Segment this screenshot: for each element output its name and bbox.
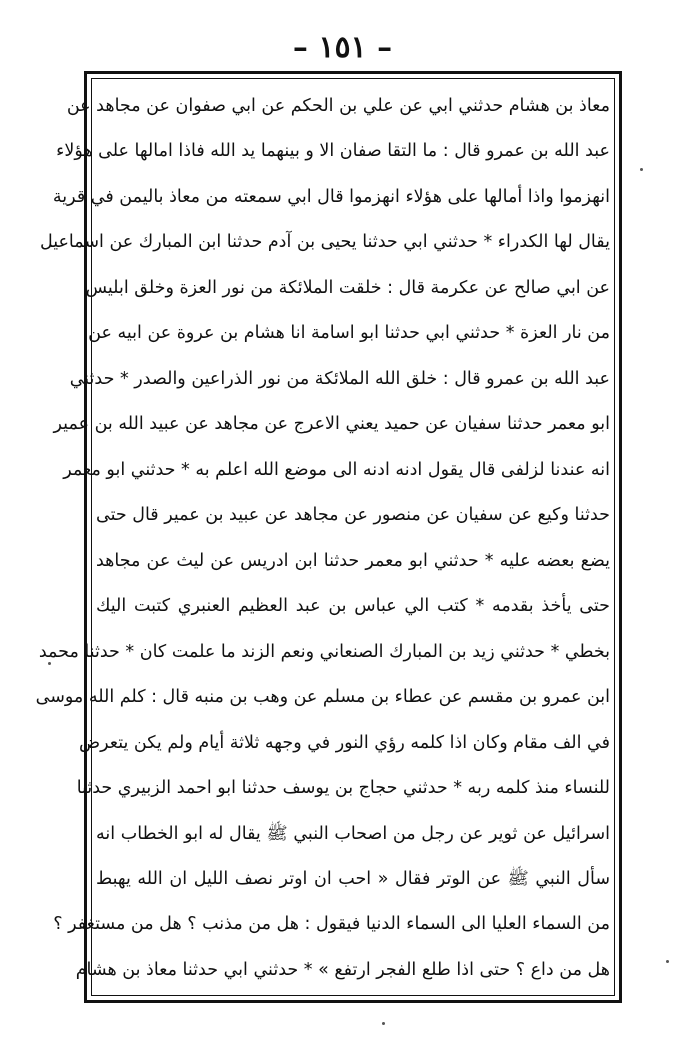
text-line: ابو معمر حدثنا سفيان عن حميد يعني الاعرج عن مجاهد عن عبيد الله بن عمير (53, 414, 610, 435)
page-number: – ١٥١ – (292, 30, 393, 65)
text-line: انهزموا واذا أمالها على هؤلاء انهزموا قال ابي سمعته من معاذ باليمن في قرية (52, 186, 610, 207)
text-line: في الف مقام وكان اذا كلمه رؤي النور في وجهه ثلاثة أيام ولم يكن يتعرض (78, 732, 610, 753)
scan-speck (382, 1022, 385, 1025)
text-line: حتى يأخذ بقدمه * كتب الي عباس بن عبد العظيم العنبري كتبت اليك (96, 596, 610, 617)
text-line: ابن عمرو بن مقسم عن عطاء بن مسلم عن وهب بن منبه قال : كلم الله موسى (35, 687, 610, 708)
text-line: اسرائيل عن ثوير عن رجل من اصحاب النبي ﷺ يقال له ابو الخطاب انه (96, 823, 610, 844)
text-line: عبد الله بن عمرو قال : ما التقا صفان الا و بينهما يد الله فاذا امالها على هؤلاء (56, 141, 610, 162)
scan-speck (640, 168, 643, 171)
text-line: بخطي * حدثني زيد بن المبارك الصنعاني ونعم الزند ما علمت كان * حدثنا محمد (38, 641, 610, 662)
text-line: عن ابي صالح عن عكرمة قال : خلقت الملائكة من نور العزة وخلق ابليس (85, 277, 610, 298)
text-line: سأل النبي ﷺ عن الوتر فقال « احب ان اوتر نصف الليل ان الله يهبط (96, 868, 610, 889)
text-line: معاذ بن هشام حدثني ابي عن علي بن الحكم عن ابي صفوان عن مجاهد عن (66, 96, 610, 116)
text-line: انه عندنا لزلفى قال يقول ادنه ادنه الى موضع الله اعلم به * حدثني ابو معمر (63, 459, 610, 480)
text-line: للنساء منذ كلمه ربه * حدثني حجاج بن يوسف حدثنا ابو احمد الزبيري حدثنا (76, 778, 610, 799)
text-line: يضع بعضه عليه * حدثني ابو معمر حدثنا ابن ادريس عن ليث عن مجاهد (96, 550, 610, 571)
text-line: عبد الله بن عمرو قال : خلق الله الملائكة من نور الذراعين والصدر * حدثني (69, 368, 610, 389)
text-line: من السماء العليا الى السماء الدنيا فيقول : هل من مذنب ؟ هل من مستغفر ؟ (53, 914, 610, 935)
scan-speck (48, 662, 51, 665)
text-line: حدثنا وكيع عن سفيان عن منصور عن مجاهد عن عبيد بن عمير قال حتى (96, 505, 610, 526)
text-line: من نار العزة * حدثني ابي حدثنا ابو اسامة انا هشام بن عروة عن ابيه عن (88, 323, 610, 344)
body-text (35, 86, 610, 990)
scan-speck (666, 960, 669, 963)
text-line: يقال لها الكدراء * حدثني ابي حدثنا يحيى بن آدم حدثنا ابن المبارك عن اسماعيل (39, 232, 610, 253)
text-line: هل من داع ؟ حتى اذا طلع الفجر ارتفع » * حدثني ابي حدثنا معاذ بن هشام (75, 959, 610, 980)
